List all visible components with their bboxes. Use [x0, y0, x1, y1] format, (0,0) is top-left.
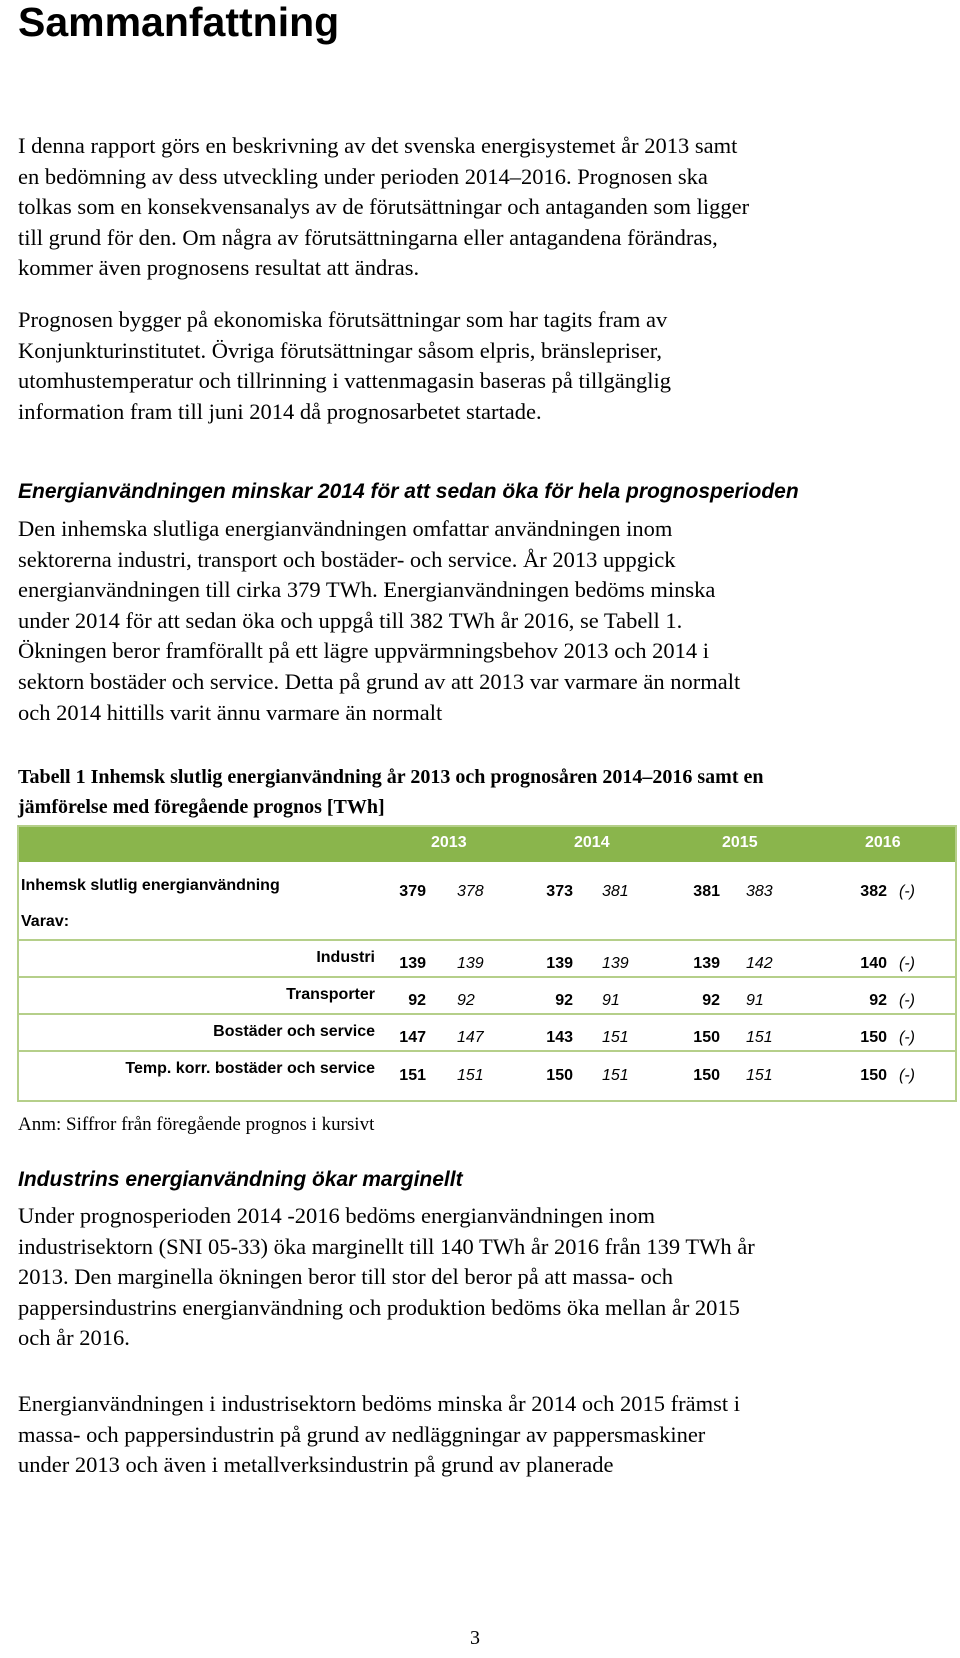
year-header: 2015: [722, 834, 758, 851]
value-2014: 143: [546, 1029, 573, 1046]
text-line: pappersindustrins energianvändning och produktion bedöms öka mellan år 2015: [18, 1294, 740, 1320]
text-line: Energianvändningen i industrisektorn bedöms minska år 2014 och 2015 främst i: [18, 1391, 740, 1416]
section2-paragraph-2: [18, 1389, 948, 1481]
table-caption: [18, 762, 918, 822]
text-line: kommer även prognosens resultat att ändras.: [18, 255, 420, 281]
text-line: och år 2016.: [18, 1325, 130, 1351]
value-2014: 150: [546, 1067, 573, 1084]
text-line: massa- och pappersindustrin på grund av nedläggningar av pappersmaskiner: [18, 1421, 706, 1447]
text-line: energianvändningen till cirka 379 TWh. Energianvändningen bedöms minska: [18, 577, 716, 603]
text-line: utomhustemperatur och tillrinning i vattenmagasin baseras på tillgänglig: [18, 368, 671, 394]
page-title: Sammanfattning: [18, 0, 340, 45]
value-2013-prev: 92: [457, 992, 475, 1009]
varav-label: Varav:: [21, 913, 70, 930]
value-2013: 92: [408, 992, 426, 1009]
value-2014-prev: 91: [602, 992, 620, 1009]
value-2014-prev: 139: [602, 955, 629, 972]
value-2015-prev: 151: [746, 1067, 773, 1084]
text-line: till grund för den. Om några av förutsättningarna eller antagandena förändras,: [18, 224, 718, 250]
value-2015: 381: [693, 883, 720, 900]
value-2015: 150: [693, 1067, 720, 1084]
text-line: Ökningen beror framförallt på ett lägre uppvärmningsbehov 2013 och 2014 i: [18, 638, 710, 664]
table-note: Anm: Siffror från föregående prognos i kursivt: [18, 1114, 375, 1135]
section1-paragraph: [18, 514, 948, 728]
value-2013-prev: 151: [457, 1067, 484, 1084]
value-2015: 92: [702, 992, 720, 1009]
text-line: Den inhemska slutliga energianvändningen omfattar användningen inom: [18, 516, 673, 541]
value-2016: 140: [860, 955, 887, 972]
value-2016: 150: [860, 1029, 887, 1046]
year-header: 2016: [865, 834, 901, 851]
value-2013-prev: 147: [457, 1029, 484, 1046]
energy-table: [17, 825, 957, 1102]
text-line: I denna rapport görs en beskrivning av det svenska energisystemet år 2013 samt: [18, 133, 738, 158]
text-line: Prognosen bygger på ekonomiska förutsättningar som har tagits fram av: [18, 307, 668, 332]
row-label-industri: Industri: [316, 949, 375, 966]
text-line: sektorn bostäder och service. Detta på grund av att 2013 var varmare än normalt: [18, 668, 741, 694]
section-heading-energy-use: Energianvändningen minskar 2014 för att sedan öka för hela prognosperioden: [18, 480, 799, 503]
value-2014-prev: 151: [602, 1029, 629, 1046]
value-2015-prev: 383: [746, 883, 773, 900]
value-2014-prev: 151: [602, 1067, 629, 1084]
value-2013: 139: [399, 955, 426, 972]
text-line: och 2014 hittills varit ännu varmare än normalt: [18, 699, 443, 725]
value-2014: 139: [546, 955, 573, 972]
page-number: 3: [470, 1627, 480, 1649]
value-2015-prev: 91: [746, 992, 764, 1009]
row-divider: [19, 1050, 955, 1052]
intro-paragraph-2: [18, 305, 948, 427]
value-2013-prev: 139: [457, 955, 484, 972]
text-line: under 2014 för att sedan öka och uppgå till 382 TWh år 2016, se Tabell 1.: [18, 607, 683, 633]
value-2014-prev: 381: [602, 883, 629, 900]
text-line: sektorerna industri, transport och bostäder- och service. År 2013 uppgick: [18, 546, 676, 572]
section-heading-industry: Industrins energianvändning ökar marginellt: [18, 1168, 463, 1191]
value-2015-prev: 151: [746, 1029, 773, 1046]
value-2013-prev: 378: [457, 883, 484, 900]
year-header: 2014: [574, 834, 610, 851]
value-2014: 373: [546, 883, 573, 900]
value-2016-prev: (-): [899, 883, 915, 900]
text-line: Konjunkturinstitutet. Övriga förutsättningar såsom elpris, bränslepriser,: [18, 337, 662, 363]
row-divider: [19, 1013, 955, 1015]
row-label-bostader: Bostäder och service: [213, 1023, 375, 1040]
text-line: 2013. Den marginella ökningen beror till stor del beror på att massa- och: [18, 1264, 674, 1290]
text-line: en bedömning av dess utveckling under perioden 2014–2016. Prognosen ska: [18, 163, 708, 189]
section2-paragraph-1: [18, 1201, 948, 1354]
value-2015-prev: 142: [746, 955, 773, 972]
text-line: under 2013 och även i metallverksindustrin på grund av planerade: [18, 1452, 614, 1478]
table-header: [19, 827, 955, 862]
caption-line: jämförelse med föregående prognos [TWh]: [18, 796, 385, 818]
caption-line: Tabell 1 Inhemsk slutlig energianvändning år 2013 och prognosåren 2014–2016 samt en: [18, 766, 764, 788]
value-2015: 139: [693, 955, 720, 972]
intro-paragraph-1: [18, 131, 948, 284]
value-2016-prev: (-): [899, 992, 915, 1009]
value-2013: 147: [399, 1029, 426, 1046]
value-2016: 92: [869, 992, 887, 1009]
value-2014: 92: [555, 992, 573, 1009]
text-line: tolkas som en konsekvensanalys av de förutsättningar och antaganden som ligger: [18, 194, 750, 220]
value-2016: 382: [860, 883, 887, 900]
value-2016: 150: [860, 1067, 887, 1084]
row-label-transporter: Transporter: [286, 986, 375, 1003]
row-divider: [19, 939, 955, 941]
row-label-total: Inhemsk slutlig energianvändning: [21, 877, 280, 894]
value-2016-prev: (-): [899, 1029, 915, 1046]
text-line: information fram till juni 2014 då prognosarbetet startade.: [18, 398, 542, 424]
value-2013: 151: [399, 1067, 426, 1084]
row-divider: [19, 976, 955, 978]
value-2015: 150: [693, 1029, 720, 1046]
value-2016-prev: (-): [899, 1067, 915, 1084]
row-label-temp-korr: Temp. korr. bostäder och service: [125, 1060, 375, 1077]
value-2016-prev: (-): [899, 955, 915, 972]
year-header: 2013: [431, 834, 467, 851]
value-2013: 379: [399, 883, 426, 900]
text-line: Under prognosperioden 2014 -2016 bedöms energianvändningen inom: [18, 1203, 655, 1228]
text-line: industrisektorn (SNI 05-33) öka marginellt till 140 TWh år 2016 från 139 TWh år: [18, 1233, 755, 1259]
